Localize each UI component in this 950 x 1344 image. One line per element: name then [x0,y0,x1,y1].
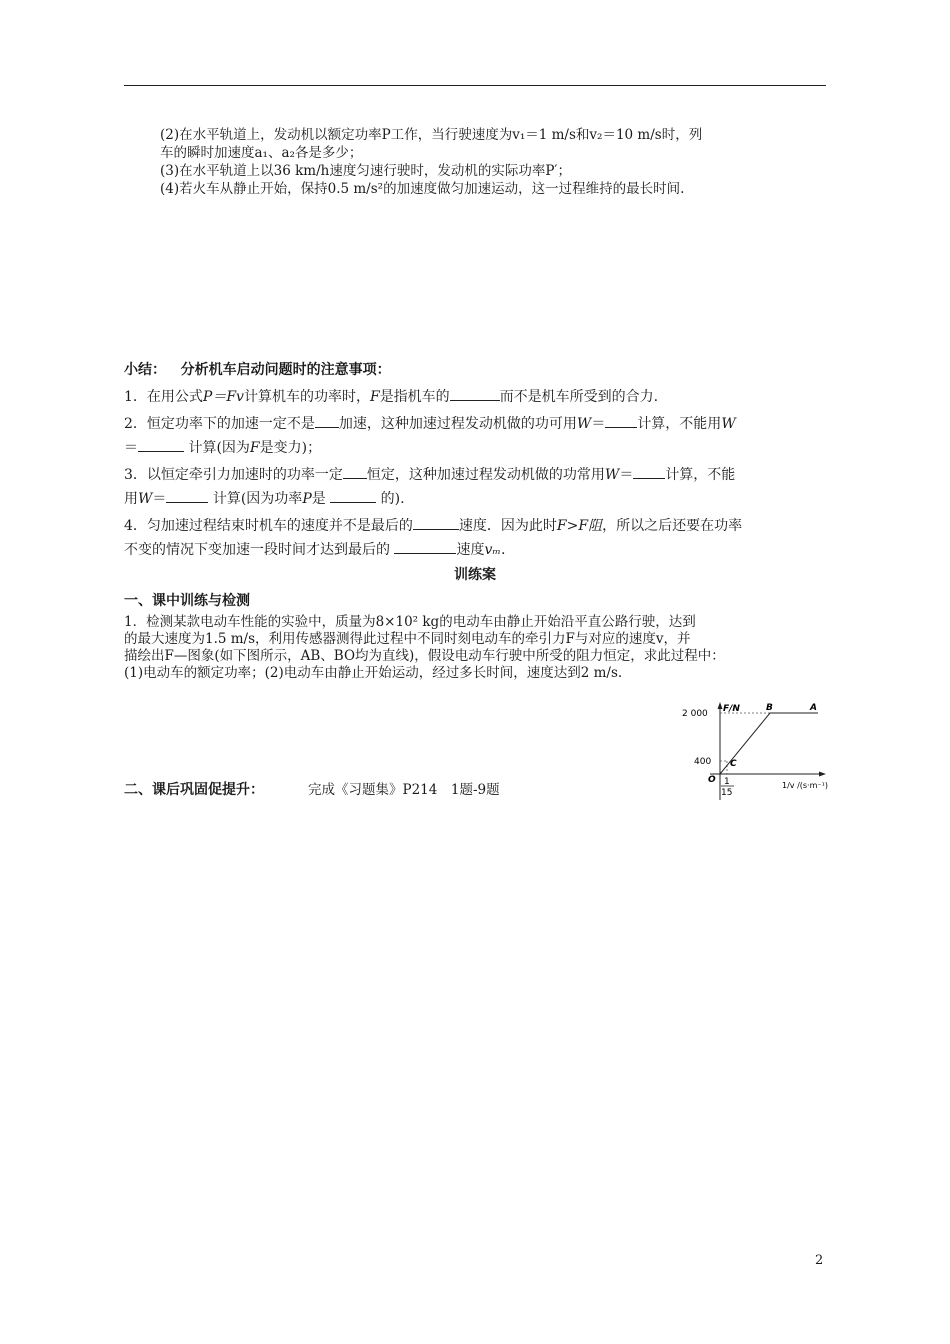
text: ＝ [591,416,606,432]
y-axis-arrow [718,702,723,709]
section-homework-title: 二、课后巩固促提升： [124,782,264,798]
text: 是 [311,491,331,507]
text: . [500,542,506,558]
fill-blank[interactable] [413,514,459,530]
homework-task: 完成《习题集》P214 1题-9题 [308,782,500,798]
line-ob [720,713,770,774]
question-3: (3)在水平轨道上以36 km/h速度匀速行驶时，发动机的实际功率P′； [160,163,571,179]
origin-label: O [708,775,716,785]
symbol: F>F阻 [556,518,603,534]
text: 计算，不能 [665,467,736,483]
question-4: (4)若火车从静止开始，保持0.5 m/s²的加速度做匀加速运动，这一过程维持的最长时间. [160,181,685,197]
summary-section [124,358,828,562]
header-rule [124,85,826,86]
symbol: W [138,491,153,507]
exercise-1 [124,614,828,682]
point-c-label: C [730,759,737,769]
exercise-1-line2: 的最大速度为1.5 m/s，利用传感器测得此过程中不同时刻电动车的牵引力F与对应的速度v，并 [124,631,691,647]
section-in-class: 一、课中训练与检测 [124,593,250,609]
fill-blank[interactable] [315,412,339,428]
question-2-line1: (2)在水平轨道上，发动机以额定功率P工作，当行驶速度为v₁＝1 m/s和v₂＝10 m/s时，列 [160,127,703,143]
summary-title: 分析机车启动问题时的注意事项： [180,362,391,378]
text: 计算(因为 [184,440,250,456]
symbol: W [604,467,620,483]
fill-blank[interactable] [633,463,665,479]
fill-blank[interactable] [394,538,456,554]
text: 是指机车的 [379,389,450,405]
text: 计算，不能用 [637,416,722,432]
symbol: F [249,440,260,456]
text: 而不是机车所受到的合力. [499,389,659,405]
text: 速度．因为此时 [458,518,557,534]
summary-item-2 [124,412,828,460]
text: 计算机车的功率时， [243,389,370,405]
text: ，所以之后还要在功率 [602,518,743,534]
text: 速度 [456,542,485,558]
fill-blank[interactable] [343,463,367,479]
symbol: vₘ [484,542,501,558]
symbol: W [576,416,592,432]
exercise-1-line4: (1)电动车的额定功率；(2)电动车由静止开始运动，经过多长时间，速度达到2 m/s. [124,665,623,681]
summary-label: 小结： [124,362,166,378]
summary-item-3 [124,463,828,511]
y-axis-label: F/N [723,704,740,714]
formula: P＝Fv [202,389,244,405]
section-homework [124,778,500,799]
exercise-1-line3: 描绘出F—图象(如下图所示，AB、BO均为直线)，假设电动车行驶中所受的阻力恒定，求此过程中： [124,648,725,664]
text: 加速，这种加速过程发动机做的功可用 [338,416,577,432]
training-title: 训练案 [454,567,496,583]
exercise-1-line1: 1．检测某款电动车性能的实验中，质量为8×10² kg的电动车由静止开始沿平直公路行驶，达到 [124,614,696,630]
point-a-label: A [810,703,817,713]
text: ＝ [152,491,167,507]
fill-blank[interactable] [138,436,184,452]
summary-item-4 [124,514,828,562]
x-axis-label: 1/v /(s·m⁻¹) [782,781,828,790]
page-number: 2 [815,1253,824,1268]
point-b-label: B [766,703,773,713]
fill-blank[interactable] [450,385,500,401]
y-tick-2000: 2 000 [682,709,708,719]
summary-item-1 [124,385,828,409]
text: 2．恒定功率下的加速一定不是 [124,416,315,432]
x-tick-denominator: 15 [721,788,733,798]
text: 的). [376,491,405,507]
y-tick-400: 400 [694,757,712,767]
fill-blank[interactable] [166,487,208,503]
text: ＝ [124,440,138,456]
x-tick-numerator: 1 [724,777,730,787]
text: 3．以恒定牵引力加速时的功率一定 [124,467,343,483]
fill-blank[interactable] [605,412,637,428]
text: 4．匀加速过程结束时机车的速度并不是最后的 [124,518,413,534]
text: 恒定，这种加速过程发动机做的功常用 [366,467,605,483]
symbol: F [369,389,380,405]
text: 1．在用公式 [124,389,203,405]
text: 是变力)； [259,440,322,456]
symbol: P [302,491,312,507]
question-2-line2: 车的瞬时加速度a₁、a₂各是多少； [160,145,363,161]
symbol: W [721,416,736,432]
problem-continuation [160,126,828,198]
text: 用 [124,491,138,507]
x-axis-arrow [819,772,826,777]
fill-blank[interactable] [330,487,376,503]
force-velocity-graph [680,700,850,802]
text: 不变的情况下变加速一段时间才达到最后的 [124,542,395,558]
text: 计算(因为功率 [208,491,303,507]
summary-heading [124,358,828,382]
text: ＝ [619,467,634,483]
